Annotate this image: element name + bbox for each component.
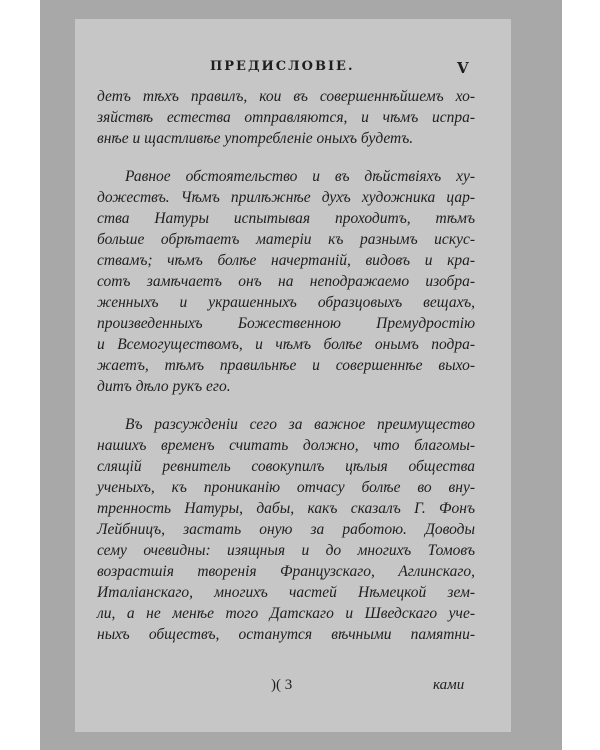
text-line: возрастшiя творенiя Французскаго, Аглинскаго, bbox=[97, 563, 475, 580]
paragraph bbox=[97, 166, 475, 397]
text-line: ли, а не менѣе того Датскаго и Шведскаго уче- bbox=[97, 605, 475, 622]
text-line: больше обрѣтаетъ матерiи къ разнымъ искус- bbox=[97, 231, 475, 248]
text-line: ствамъ; чѣмъ болѣе начертанiй, видовъ и кра- bbox=[97, 252, 475, 269]
signature-mark: )( 3 bbox=[271, 677, 293, 693]
text-line: Равное обстоятельство и въ дѣйствiяхъ ху- bbox=[125, 168, 475, 185]
page-number: V bbox=[457, 59, 469, 77]
text-line: произведенныхъ Божественною Премудростiю bbox=[97, 315, 475, 332]
text-line: Въ разсужденiи сего за важное преимущество bbox=[125, 416, 475, 433]
text-line: сотъ замѣчаетъ онъ на неподражаемо изобра- bbox=[97, 273, 475, 290]
running-header bbox=[75, 59, 511, 79]
text-line: дожествъ. Чѣмъ прилѣжнѣе духъ художника цар- bbox=[97, 189, 475, 206]
text-line: Италiанскаго, многихъ частей Нѣмецкой зем- bbox=[97, 584, 475, 601]
catchword: ками bbox=[433, 677, 465, 693]
text-line: ученыхъ, къ прониканiю отчасу болѣе во вну- bbox=[97, 479, 475, 496]
paragraph-gap bbox=[97, 397, 475, 414]
paragraph-gap bbox=[97, 149, 475, 166]
text-line: сему очевидны: изящныя и до многихъ Томовъ bbox=[97, 542, 475, 559]
book-page bbox=[75, 19, 511, 732]
body-text bbox=[97, 86, 475, 645]
text-line: нашихъ временъ считать должно, что благомы- bbox=[97, 437, 475, 454]
text-line: жаетъ, тѣмъ правильнѣе и совершеннѣе выхо- bbox=[97, 357, 475, 374]
paragraph bbox=[97, 414, 475, 645]
text-line: и Всемогуществомъ, и чѣмъ болѣе онымъ подра- bbox=[97, 336, 475, 353]
text-line: детъ тѣхъ правилъ, кои въ совершеннѣйшемъ хо- bbox=[97, 88, 475, 105]
text-line: ныхъ обществъ, останутся вѣчными памятни- bbox=[97, 626, 475, 643]
paragraph bbox=[97, 86, 475, 149]
text-line: тренность Натуры, дабы, какъ сказалъ Г. Фонъ bbox=[97, 500, 475, 517]
header-title: ПРЕДИСЛОВIЕ. bbox=[210, 59, 355, 74]
text-line: внѣе и щастливѣе употребленiе оныхъ будетъ. bbox=[97, 130, 414, 147]
text-line: дитъ дѣло рукъ его. bbox=[97, 378, 231, 395]
text-line: зяйствѣ естества отправляются, и чѣмъ испра- bbox=[97, 109, 475, 126]
text-line: Лейбницъ, застать оную за работою. Доводы bbox=[97, 521, 475, 538]
text-line: ства Натуры испытывая проходитъ, тѣмъ bbox=[97, 210, 475, 227]
text-line: женныхъ и украшенныхъ образцовыхъ вещахъ, bbox=[97, 294, 475, 311]
text-line: слящiй ревнитель совокупилъ цѣлыя общества bbox=[97, 458, 475, 475]
